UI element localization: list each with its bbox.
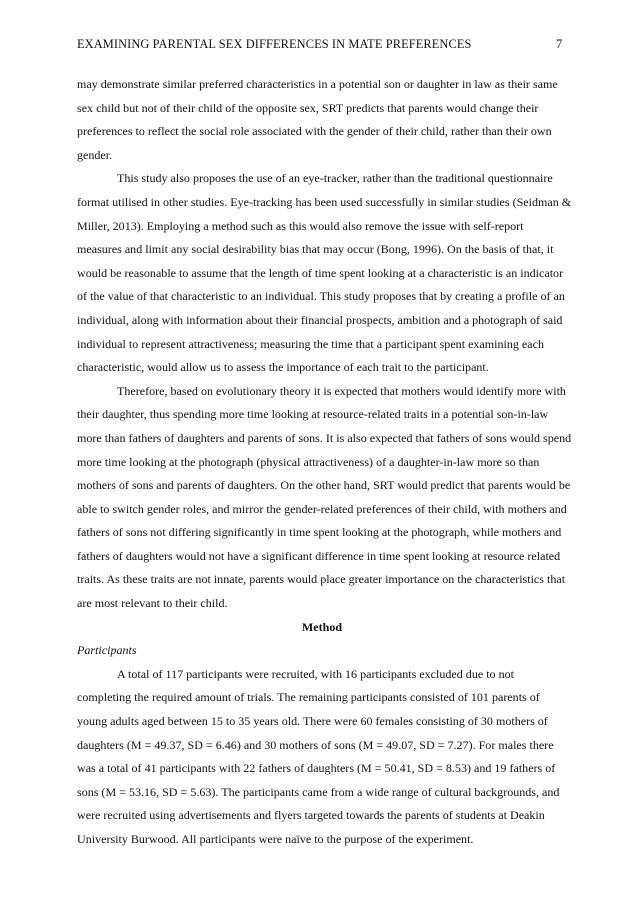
text-line: mothers of sons and parents of daughters. On the other hand, SRT would predict that parents would be (77, 478, 571, 493)
paragraph-continuation (77, 73, 567, 167)
body-text (77, 73, 572, 852)
text-line: of the value of that characteristic to an individual. This study proposes that by creating a profile of an (77, 289, 565, 304)
method-heading: Method (301, 619, 343, 634)
paragraph-participants (77, 663, 567, 852)
text-line: are most relevant to their child. (77, 596, 228, 611)
text-line: format utilised in other studies. Eye-tracking has been used successfully in similar studies (Seidman & (77, 194, 572, 209)
text-line: fathers of sons not differing significantly in time spent looking at the photograph, while mothers and (77, 525, 562, 540)
text-line: gender. (77, 147, 113, 162)
text-line: were recruited using advertisements and flyers targeted towards the parents of students at Deakin (77, 808, 545, 823)
page-number: 7 (556, 37, 563, 51)
paragraph-eye-tracker (77, 167, 572, 379)
text-line: their daughter, thus spending more time looking at resource-related traits in a potential son-in-law (77, 407, 549, 422)
text-line: young adults aged between 15 to 35 years old. There were 60 females consisting of 30 mothers of (77, 714, 548, 729)
text-line: may demonstrate similar preferred characteristics in a potential son or daughter in law as their same (77, 77, 558, 91)
text-line: traits. As these traits are not innate, parents would place greater importance on the characteristics that (77, 572, 566, 587)
paragraph-hypotheses (77, 380, 572, 616)
text-line: more time looking at the photograph (physical attractiveness) of a daughter-in-law more so than (77, 454, 540, 469)
text-line: more than fathers of daughters and parents of sons. It is also expected that fathers of sons would spend (77, 430, 572, 445)
text-line: individual, along with information about their financial prospects, ambition and a photograph of said (77, 312, 563, 327)
text-line: characteristic, would allow us to assess the importance of each trait to the participant. (77, 360, 489, 375)
text-line: A total of 117 participants were recruited, with 16 participants excluded due to not (117, 666, 514, 681)
running-head: EXAMINING PARENTAL SEX DIFFERENCES IN MATE PREFERENCES (77, 37, 472, 51)
text-line: was a total of 41 participants with 22 fathers of daughters (M = 50.41, SD = 8.53) and 19 fathers of (77, 761, 556, 776)
text-line: Miller, 2013). Employing a method such as this would also remove the issue with self-report (77, 218, 524, 233)
participants-subheading: Participants (77, 643, 137, 658)
text-line: would be reasonable to assume that the length of time spent looking at a characteristic is an indicator (77, 265, 564, 280)
text-line: able to switch gender roles, and mirror the gender-related preferences of their child, with mothers and (77, 501, 567, 516)
text-line: Therefore, based on evolutionary theory it is expected that mothers would identify more with (117, 383, 566, 398)
text-line: measures and limit any social desirability bias that may occur (Bong, 1996). On the basis of that, it (77, 242, 554, 257)
text-line: preferences to reflect the social role associated with the gender of their child, rather than their own (77, 124, 552, 139)
text-line: daughters (M = 49.37, SD = 6.46) and 30 mothers of sons (M = 49.07, SD = 7.27). For males there (77, 737, 554, 752)
text-line: individual to represent attractiveness; measuring the time that a participant spent examining each (77, 336, 544, 351)
text-line: This study also proposes the use of an eye-tracker, rather than the traditional questionnaire (117, 171, 553, 186)
text-line: sex child but not of their child of the opposite sex, SRT predicts that parents would change their (77, 100, 539, 115)
text-line: sons (M = 53.16, SD = 5.63). The participants came from a wide range of cultural backgrounds, and (77, 784, 560, 799)
text-line: University Burwood. All participants were naïve to the purpose of the experiment. (77, 832, 474, 846)
text-line: fathers of daughters would not have a significant difference in time spent looking at resource related (77, 548, 561, 563)
text-line: completing the required amount of trials. The remaining participants consisted of 101 parents of (77, 690, 540, 705)
